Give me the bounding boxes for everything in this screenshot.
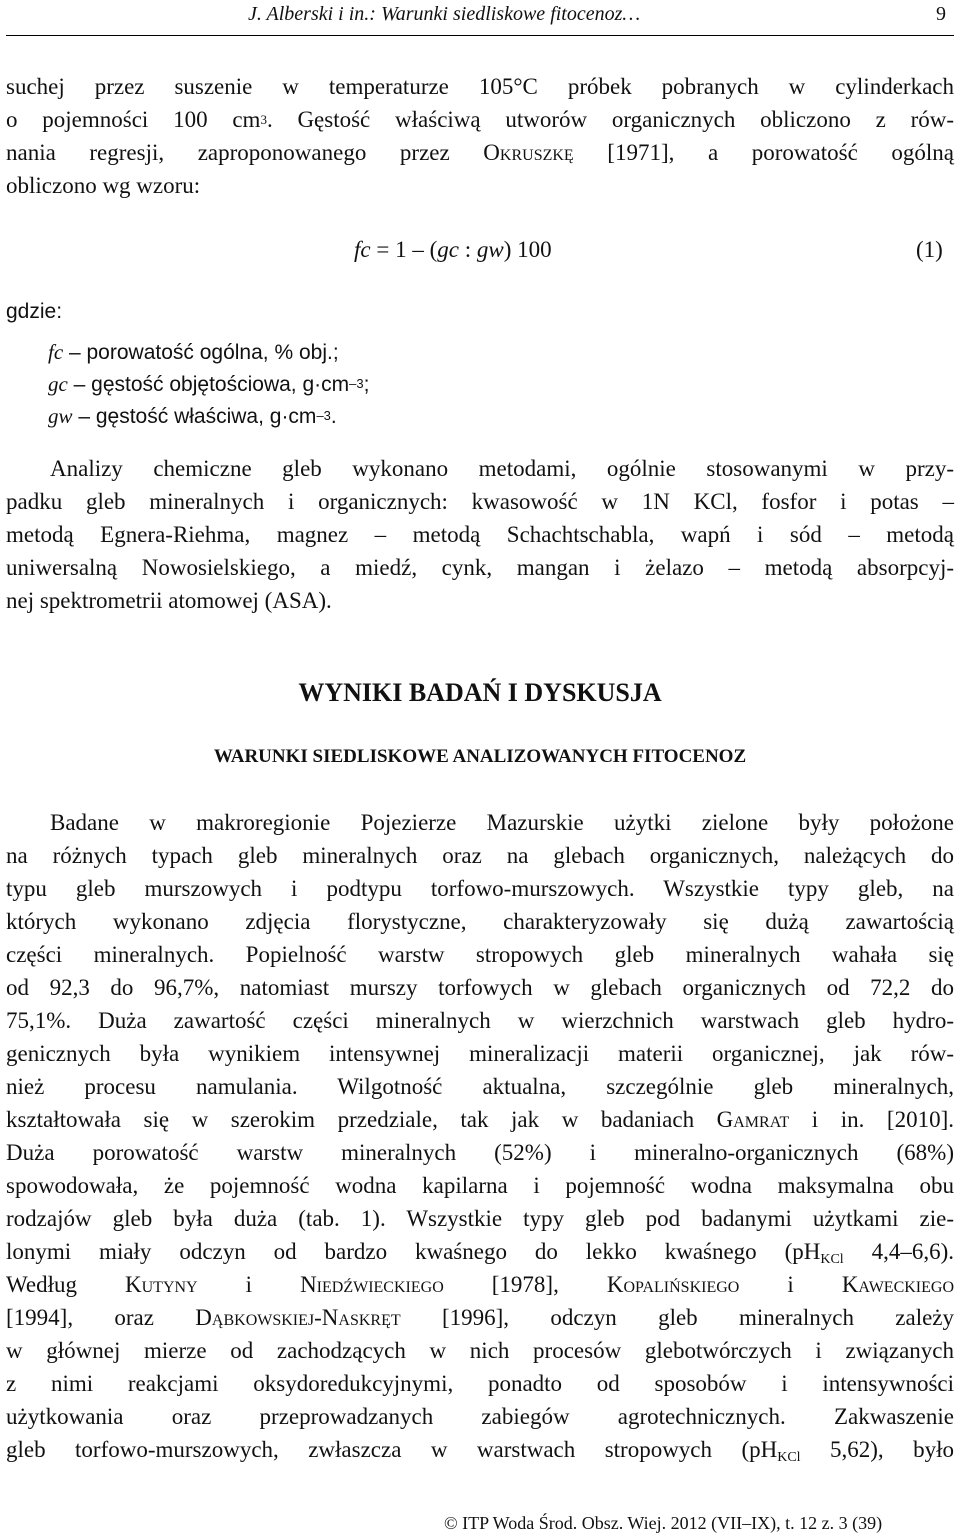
author-name: Kutyny [125, 1272, 198, 1297]
text-line: nej spektrometrii atomowej (ASA). [6, 588, 332, 613]
text-line: 75,1%. Duża zawartość części mineralnych w wierzchnich warstwach gleb hydro- [6, 1008, 954, 1033]
text-line: genicznych była wynikiem intensywnej mineralizacji materii organicznej, jak rów- [6, 1041, 954, 1066]
text-line: Według Kutyny i Niedźwieckiego [1978], Kopalińskiego i Kaweckiego [6, 1272, 955, 1297]
text-line: użytkowania oraz przeprowadzanych zabiegów agrotechnicznych. Zakwaszenie [6, 1404, 954, 1429]
author-name: Okruszkę [483, 140, 574, 165]
subsection-heading: WARUNKI SIEDLISKOWE ANALIZOWANYCH FITOCENOZ [213, 746, 747, 767]
definitions-label: gdzie: [6, 300, 63, 323]
text-line: lonymi miały odczyn od bardzo kwaśnego do lekko kwaśnego ($pH_{KCl}$ 4,4–6,6). [6, 1239, 954, 1267]
text-line: kształtowała się w szerokim przedziale, tak jak w badaniach Gamrat i in. [2010]. [6, 1107, 954, 1132]
definition-item: gw – gęstość właściwa, $g\cdot cm^{-3}$. [48, 404, 337, 428]
definition-item: fc – porowatość ogólna, % obj.; [48, 340, 339, 364]
text-line: typu gleb murszowych i podtypu torfowo-murszowych. Wszystkie typy gleb, na [6, 876, 954, 901]
formula: fc = 1 – (gc : gw) 100 [354, 237, 552, 262]
intro-paragraph [6, 70, 954, 202]
text-line: nania regresji, zaproponowanego przez Okruszkę [1971], a porowatość ogólną [6, 140, 954, 165]
text-line: z nimi reakcjami oksydoredukcyjnymi, ponadto od sposobów i intensywności [6, 1371, 954, 1396]
page-footer: © ITP Woda Środ. Obsz. Wiej. 2012 (VII–IX), t. 12 z. 3 (39) [444, 1513, 883, 1533]
definition-item: gc – gęstość objętościowa, $g\cdot cm^{-3}$; [48, 372, 370, 396]
text-line: których wykonano zdjęcia florystyczne, charakteryzowały się dużą zawartością [6, 909, 954, 934]
text-line: na różnych typach gleb mineralnych oraz na glebach organicznych, należących do [6, 843, 954, 868]
methods-paragraph [6, 452, 954, 617]
text-line: gleb torfowo-murszowych, zwłaszcza w warstwach stropowych ($pH_{KCl}$ 5,62), było [6, 1437, 954, 1465]
page-number: 9 [936, 3, 946, 25]
text-line: spowodowała, że pojemność wodna kapilarna i pojemność wodna maksymalna obu [6, 1173, 954, 1198]
section-heading: WYNIKI BADAŃ I DYSKUSJA [298, 678, 662, 707]
text-line: rodzajów gleb była duża (tab. 1). Wszystkie typy gleb pod badanymi użytkami zie- [6, 1206, 954, 1231]
header-rule [6, 35, 954, 36]
formula-number: (1) [916, 237, 943, 262]
subscript: KCl [820, 1252, 844, 1267]
text-line: suchej przez suszenie w temperaturze 105°C próbek pobranych w cylinderkach [6, 74, 954, 99]
text-line: Badane w makroregionie Pojezierze Mazurskie użytki zielone były położone [50, 810, 954, 835]
text-line: Analizy chemiczne gleb wykonano metodami, ogólnie stosowanymi w przy- [50, 456, 954, 481]
text-line: od 92,3 do 96,7%, natomiast murszy torfowych w glebach organicznych od 72,2 do [6, 975, 954, 1000]
text-line: padku gleb mineralnych i organicznych: kwasowość w 1N KCl, fosfor i potas – [6, 489, 954, 514]
text-line: Duża porowatość warstw mineralnych (52%) i mineralno-organicznych (68%) [6, 1140, 954, 1165]
author-name: Dąbkowskiej-Naskręt [195, 1305, 401, 1330]
text-line: o pojemności 100 $cm^3$. Gęstość właściwą utworów organicznych obliczono z rów- [6, 107, 955, 132]
author-name: Gamrat [716, 1107, 790, 1132]
author-name: Kopalińskiego [606, 1272, 740, 1297]
author-name: Niedźwieckiego [300, 1272, 444, 1297]
superscript: 3 [260, 112, 267, 127]
text-line: [1994], oraz Dąbkowskiej-Naskręt [1996], odczyn gleb mineralnych zależy [6, 1305, 954, 1330]
results-paragraph [6, 806, 954, 1466]
text-line: nież procesu namulania. Wilgotność aktualna, szczególnie gleb mineralnych, [6, 1074, 954, 1099]
text-line: w głównej mierze od zachodzących w nich procesów glebotwórczych i związanych [6, 1338, 954, 1363]
text-line: części mineralnych. Popielność warstw stropowych gleb mineralnych wahała się [6, 942, 954, 967]
author-name: Kaweckiego [841, 1272, 955, 1297]
text-line: obliczono wg wzoru: [6, 173, 201, 198]
subscript: KCl [777, 1450, 801, 1465]
text-line: metodą Egnera-Riehma, magnez – metodą Schachtschabla, wapń i sód – metodą [6, 522, 954, 547]
running-header-title: J. Alberski i in.: Warunki siedliskowe fitocenoz… [248, 3, 641, 25]
text-line: uniwersalną Nowosielskiego, a miedź, cynk, mangan i żelazo – metodą absorpcyj- [6, 555, 954, 580]
